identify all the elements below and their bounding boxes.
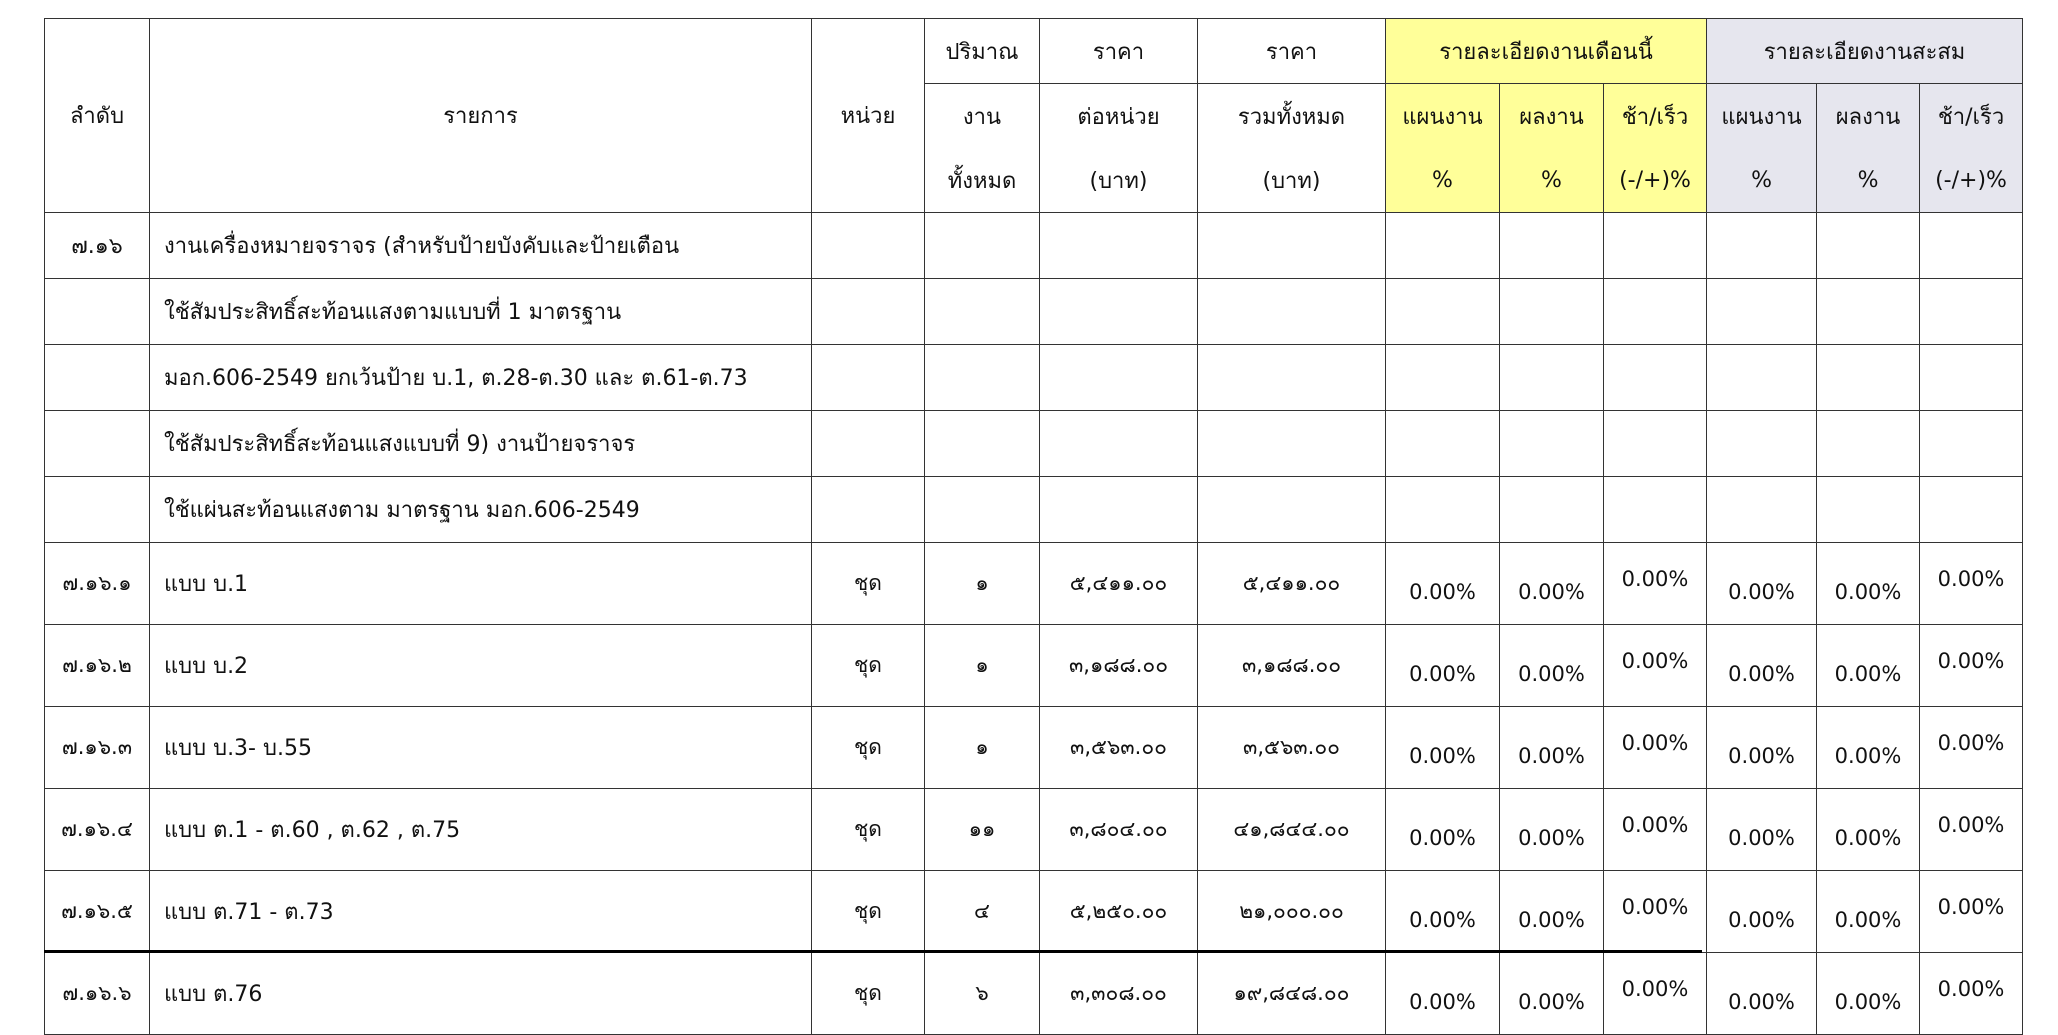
cum-diff-pct: 0.00%: [1920, 953, 2023, 1035]
header-month-result: ผลงาน: [1500, 84, 1604, 149]
item-unit: ชุด: [812, 707, 925, 789]
header-unit-price-line3: (บาท): [1040, 148, 1198, 213]
section-row: [45, 345, 2023, 411]
cum-plan-pct: 0.00%: [1707, 543, 1817, 625]
header-unit-price-line1: ราคา: [1040, 19, 1198, 84]
item-total: ๒๑,๐๐๐.๐๐: [1198, 871, 1386, 953]
month-plan-pct: 0.00%: [1386, 707, 1500, 789]
header-month-plan: แผนงาน: [1386, 84, 1500, 149]
item-desc: แบบ บ.3- บ.55: [150, 707, 812, 789]
month-plan-pct: 0.00%: [1386, 789, 1500, 871]
month-result-pct: 0.00%: [1500, 871, 1604, 953]
header-cum-diff-pct: (-/+)%: [1920, 148, 2023, 213]
month-plan-pct: 0.00%: [1386, 543, 1500, 625]
item-desc: แบบ บ.1: [150, 543, 812, 625]
month-result-pct: 0.00%: [1500, 953, 1604, 1035]
month-diff-pct: 0.00%: [1604, 625, 1707, 707]
item-qty: ๔: [925, 871, 1040, 953]
month-diff-pct: 0.00%: [1604, 707, 1707, 789]
section-row: [45, 213, 2023, 279]
section-row: [45, 411, 2023, 477]
header-total-price-line2: รวมทั้งหมด: [1198, 84, 1386, 149]
item-unit-price: ๕,๔๑๑.๐๐: [1040, 543, 1198, 625]
item-total: ๓,๕๖๓.๐๐: [1198, 707, 1386, 789]
header-qty-line3: ทั้งหมด: [925, 148, 1040, 213]
table-row: [45, 543, 2023, 625]
month-result-pct: 0.00%: [1500, 707, 1604, 789]
cum-result-pct: 0.00%: [1817, 543, 1920, 625]
cum-diff-pct: 0.00%: [1920, 789, 2023, 871]
cum-plan-pct: 0.00%: [1707, 625, 1817, 707]
section-row: [45, 279, 2023, 345]
header-cum-result-pct: %: [1817, 148, 1920, 213]
table-row: [45, 871, 2023, 953]
header-qty-line2: งาน: [925, 84, 1040, 149]
item-code: ๗.๑๖.๕: [45, 871, 150, 953]
cum-diff-pct: 0.00%: [1920, 707, 2023, 789]
item-desc: แบบ ต.76: [150, 953, 812, 1035]
month-diff-pct: 0.00%: [1604, 789, 1707, 871]
section-line-3: มอก.606-2549 ยกเว้นป้าย บ.1, ต.28-ต.30 และ ต.61-ต.73: [150, 345, 812, 411]
header-unit-price-line2: ต่อหน่วย: [1040, 84, 1198, 149]
item-desc: แบบ ต.1 - ต.60 , ต.62 , ต.75: [150, 789, 812, 871]
table-row: [45, 707, 2023, 789]
header-total-price-line3: (บาท): [1198, 148, 1386, 213]
header-qty-line1: ปริมาณ: [925, 19, 1040, 84]
item-total: ๑๙,๘๔๘.๐๐: [1198, 953, 1386, 1035]
month-diff-pct: 0.00%: [1604, 543, 1707, 625]
table-row: [45, 625, 2023, 707]
header-month-result-pct: %: [1500, 148, 1604, 213]
header-cum-slowfast: ช้า/เร็ว: [1920, 84, 2023, 149]
header-cum-plan: แผนงาน: [1707, 84, 1817, 149]
item-qty: ๑: [925, 625, 1040, 707]
header-cum-result: ผลงาน: [1817, 84, 1920, 149]
month-plan-pct: 0.00%: [1386, 953, 1500, 1035]
section-row: [45, 477, 2023, 543]
cum-result-pct: 0.00%: [1817, 707, 1920, 789]
cum-plan-pct: 0.00%: [1707, 789, 1817, 871]
item-desc: แบบ ต.71 - ต.73: [150, 871, 812, 953]
section-line-2: ใช้สัมประสิทธิ์สะท้อนแสงตามแบบที่ 1 มาตรฐาน: [150, 279, 812, 345]
item-unit-price: ๕,๒๕๐.๐๐: [1040, 871, 1198, 953]
header-cum-plan-pct: %: [1707, 148, 1817, 213]
header-cumulative-group: รายละเอียดงานสะสม: [1707, 19, 2023, 84]
item-unit: ชุด: [812, 953, 925, 1035]
table-row: [45, 953, 2023, 1035]
month-diff-pct: 0.00%: [1604, 953, 1707, 1035]
month-result-pct: 0.00%: [1500, 625, 1604, 707]
section-line-1: งานเครื่องหมายจราจร (สำหรับป้ายบังคับและป้ายเตือน: [150, 213, 812, 279]
header-month-diff-pct: (-/+)%: [1604, 148, 1707, 213]
month-result-pct: 0.00%: [1500, 543, 1604, 625]
item-unit: ชุด: [812, 871, 925, 953]
item-unit-price: ๓,๑๘๘.๐๐: [1040, 625, 1198, 707]
month-diff-pct: 0.00%: [1604, 871, 1707, 953]
item-unit-price: ๓,๘๐๔.๐๐: [1040, 789, 1198, 871]
header-total-price-line1: ราคา: [1198, 19, 1386, 84]
item-qty: ๑: [925, 543, 1040, 625]
month-result-pct: 0.00%: [1500, 789, 1604, 871]
header-item: รายการ: [150, 19, 812, 213]
header-unit: หน่วย: [812, 19, 925, 213]
section-line-5: ใช้แผ่นสะท้อนแสงตาม มาตรฐาน มอก.606-2549: [150, 477, 812, 543]
section-code: ๗.๑๖: [45, 213, 150, 279]
cum-result-pct: 0.00%: [1817, 871, 1920, 953]
cropped-top-text: [44, 0, 2024, 14]
item-code: ๗.๑๖.๖: [45, 953, 150, 1035]
cum-diff-pct: 0.00%: [1920, 625, 2023, 707]
item-unit: ชุด: [812, 543, 925, 625]
item-unit: ชุด: [812, 625, 925, 707]
item-code: ๗.๑๖.๑: [45, 543, 150, 625]
cum-result-pct: 0.00%: [1817, 789, 1920, 871]
cum-diff-pct: 0.00%: [1920, 871, 2023, 953]
cum-result-pct: 0.00%: [1817, 625, 1920, 707]
item-total: ๔๑,๘๔๔.๐๐: [1198, 789, 1386, 871]
item-unit-price: ๓,๕๖๓.๐๐: [1040, 707, 1198, 789]
header-seq: ลำดับ: [45, 19, 150, 213]
item-qty: ๖: [925, 953, 1040, 1035]
item-unit-price: ๓,๓๐๘.๐๐: [1040, 953, 1198, 1035]
item-qty: ๑๑: [925, 789, 1040, 871]
cum-plan-pct: 0.00%: [1707, 871, 1817, 953]
cum-result-pct: 0.00%: [1817, 953, 1920, 1035]
item-total: ๕,๔๑๑.๐๐: [1198, 543, 1386, 625]
item-code: ๗.๑๖.๓: [45, 707, 150, 789]
cum-diff-pct: 0.00%: [1920, 543, 2023, 625]
section-line-4: ใช้สัมประสิทธิ์สะท้อนแสงแบบที่ 9) งานป้ายจราจร: [150, 411, 812, 477]
item-qty: ๑: [925, 707, 1040, 789]
header-month-group: รายละเอียดงานเดือนนี้: [1386, 19, 1707, 84]
item-total: ๓,๑๘๘.๐๐: [1198, 625, 1386, 707]
cum-plan-pct: 0.00%: [1707, 953, 1817, 1035]
table-bottom-rule: [44, 950, 1702, 953]
cum-plan-pct: 0.00%: [1707, 707, 1817, 789]
header-month-slowfast: ช้า/เร็ว: [1604, 84, 1707, 149]
item-code: ๗.๑๖.๒: [45, 625, 150, 707]
item-code: ๗.๑๖.๔: [45, 789, 150, 871]
month-plan-pct: 0.00%: [1386, 625, 1500, 707]
table-row: [45, 789, 2023, 871]
progress-table: [44, 18, 2023, 1035]
month-plan-pct: 0.00%: [1386, 871, 1500, 953]
item-desc: แบบ บ.2: [150, 625, 812, 707]
header-month-plan-pct: %: [1386, 148, 1500, 213]
item-unit: ชุด: [812, 789, 925, 871]
